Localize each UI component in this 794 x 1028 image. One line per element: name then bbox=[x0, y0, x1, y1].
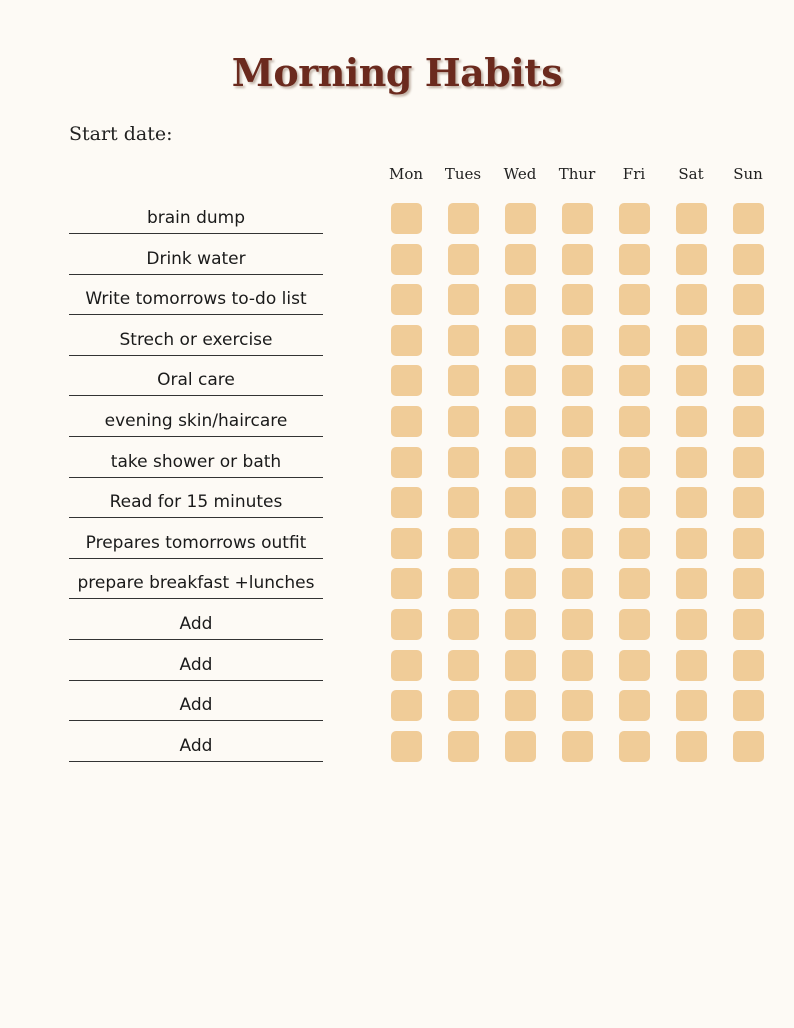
habit-checkbox-sun[interactable] bbox=[733, 528, 764, 559]
habit-checkbox-fri[interactable] bbox=[619, 690, 650, 721]
habit-checkbox-fri[interactable] bbox=[619, 447, 650, 478]
habit-checkbox-fri[interactable] bbox=[619, 487, 650, 518]
habit-row bbox=[0, 203, 794, 243]
habit-checkbox-mon[interactable] bbox=[391, 650, 422, 681]
habit-checkbox-sun[interactable] bbox=[733, 650, 764, 681]
habit-checkbox-wed[interactable] bbox=[505, 284, 536, 315]
habit-label[interactable]: Prepares tomorrows outfit bbox=[69, 528, 323, 559]
habit-row bbox=[0, 447, 794, 487]
habit-checkbox-tues[interactable] bbox=[448, 690, 479, 721]
habit-checkbox-mon[interactable] bbox=[391, 284, 422, 315]
habit-checkbox-wed[interactable] bbox=[505, 568, 536, 599]
habit-checkbox-mon[interactable] bbox=[391, 528, 422, 559]
habit-checkbox-fri[interactable] bbox=[619, 325, 650, 356]
habit-checkbox-thur[interactable] bbox=[562, 203, 593, 234]
habit-row bbox=[0, 568, 794, 608]
habit-checkbox-fri[interactable] bbox=[619, 365, 650, 396]
habit-checkbox-sun[interactable] bbox=[733, 487, 764, 518]
page-title: Morning Habits bbox=[231, 50, 563, 95]
habit-checkbox-fri[interactable] bbox=[619, 406, 650, 437]
habit-checkbox-sat[interactable] bbox=[676, 447, 707, 478]
day-header-row bbox=[0, 165, 794, 185]
habit-checkbox-mon[interactable] bbox=[391, 487, 422, 518]
habit-checkbox-tues[interactable] bbox=[448, 203, 479, 234]
habit-checkbox-tues[interactable] bbox=[448, 365, 479, 396]
habit-checkbox-sat[interactable] bbox=[676, 487, 707, 518]
habit-checkbox-mon[interactable] bbox=[391, 325, 422, 356]
habit-checkbox-sat[interactable] bbox=[676, 406, 707, 437]
habit-checkbox-wed[interactable] bbox=[505, 650, 536, 681]
habit-checkbox-sun[interactable] bbox=[733, 203, 764, 234]
habit-checkbox-fri[interactable] bbox=[619, 528, 650, 559]
habit-checkbox-sat[interactable] bbox=[676, 203, 707, 234]
habit-checkbox-mon[interactable] bbox=[391, 406, 422, 437]
habit-checkbox-fri[interactable] bbox=[619, 650, 650, 681]
habit-checkbox-sun[interactable] bbox=[733, 568, 764, 599]
habit-checkbox-tues[interactable] bbox=[448, 406, 479, 437]
habit-checkbox-wed[interactable] bbox=[505, 203, 536, 234]
habit-checkbox-sun[interactable] bbox=[733, 731, 764, 762]
day-header-tues: Tues bbox=[444, 165, 482, 183]
habit-checkbox-mon[interactable] bbox=[391, 568, 422, 599]
habit-label[interactable]: Strech or exercise bbox=[69, 325, 323, 356]
habit-checkbox-mon[interactable] bbox=[391, 365, 422, 396]
habit-row bbox=[0, 528, 794, 568]
habit-checkbox-tues[interactable] bbox=[448, 650, 479, 681]
habit-checkbox-thur[interactable] bbox=[562, 487, 593, 518]
habit-checkbox-wed[interactable] bbox=[505, 528, 536, 559]
habit-checkbox-sun[interactable] bbox=[733, 365, 764, 396]
habit-label[interactable]: Add bbox=[69, 731, 323, 762]
habit-row bbox=[0, 650, 794, 690]
habit-label[interactable]: Add bbox=[69, 609, 323, 640]
habit-checkbox-thur[interactable] bbox=[562, 406, 593, 437]
habit-label[interactable]: brain dump bbox=[69, 203, 323, 234]
habit-checkbox-wed[interactable] bbox=[505, 609, 536, 640]
habit-checkbox-wed[interactable] bbox=[505, 487, 536, 518]
day-header-sun: Sun bbox=[733, 165, 763, 183]
habit-checkbox-sat[interactable] bbox=[676, 650, 707, 681]
habit-row bbox=[0, 406, 794, 446]
habit-checkbox-wed[interactable] bbox=[505, 325, 536, 356]
habit-checkbox-thur[interactable] bbox=[562, 284, 593, 315]
habit-label[interactable]: take shower or bath bbox=[69, 447, 323, 478]
day-header-mon: Mon bbox=[388, 165, 424, 183]
habit-checkbox-mon[interactable] bbox=[391, 203, 422, 234]
habit-checkbox-sun[interactable] bbox=[733, 406, 764, 437]
habit-row bbox=[0, 487, 794, 527]
habit-checkbox-wed[interactable] bbox=[505, 447, 536, 478]
habit-checkbox-thur[interactable] bbox=[562, 447, 593, 478]
habit-checkbox-sun[interactable] bbox=[733, 244, 764, 275]
habit-checkbox-sat[interactable] bbox=[676, 528, 707, 559]
habit-checkbox-thur[interactable] bbox=[562, 690, 593, 721]
habit-checkbox-sat[interactable] bbox=[676, 284, 707, 315]
habit-checkbox-tues[interactable] bbox=[448, 487, 479, 518]
habit-checkbox-fri[interactable] bbox=[619, 568, 650, 599]
habit-label[interactable]: prepare breakfast +lunches bbox=[69, 568, 323, 599]
habit-checkbox-sat[interactable] bbox=[676, 365, 707, 396]
habit-label[interactable]: Read for 15 minutes bbox=[69, 487, 323, 518]
habit-row bbox=[0, 690, 794, 730]
habit-checkbox-wed[interactable] bbox=[505, 406, 536, 437]
habit-row bbox=[0, 244, 794, 284]
habit-checkbox-fri[interactable] bbox=[619, 203, 650, 234]
habit-checkbox-wed[interactable] bbox=[505, 731, 536, 762]
habit-label[interactable]: Add bbox=[69, 650, 323, 681]
habit-checkbox-tues[interactable] bbox=[448, 284, 479, 315]
habit-checkbox-thur[interactable] bbox=[562, 568, 593, 599]
habit-checkbox-fri[interactable] bbox=[619, 244, 650, 275]
habit-checkbox-tues[interactable] bbox=[448, 447, 479, 478]
habit-checkbox-fri[interactable] bbox=[619, 731, 650, 762]
habit-checkbox-mon[interactable] bbox=[391, 731, 422, 762]
habit-checkbox-mon[interactable] bbox=[391, 690, 422, 721]
habit-checkbox-thur[interactable] bbox=[562, 731, 593, 762]
habit-checkbox-fri[interactable] bbox=[619, 609, 650, 640]
habit-checkbox-sun[interactable] bbox=[733, 690, 764, 721]
habit-checkbox-thur[interactable] bbox=[562, 244, 593, 275]
habit-checkbox-wed[interactable] bbox=[505, 365, 536, 396]
habit-label[interactable]: Drink water bbox=[69, 244, 323, 275]
habit-checkbox-mon[interactable] bbox=[391, 447, 422, 478]
start-date-label: Start date: bbox=[69, 123, 173, 145]
habit-label[interactable]: Add bbox=[69, 690, 323, 721]
habit-checkbox-sun[interactable] bbox=[733, 609, 764, 640]
habit-row bbox=[0, 731, 794, 771]
habit-row bbox=[0, 365, 794, 405]
habit-checkbox-thur[interactable] bbox=[562, 650, 593, 681]
habit-checkbox-sat[interactable] bbox=[676, 731, 707, 762]
day-header-sat: Sat bbox=[678, 165, 704, 183]
habit-label[interactable]: Oral care bbox=[69, 365, 323, 396]
habit-checkbox-tues[interactable] bbox=[448, 325, 479, 356]
habit-checkbox-thur[interactable] bbox=[562, 528, 593, 559]
habit-checkbox-sat[interactable] bbox=[676, 325, 707, 356]
habit-checkbox-sat[interactable] bbox=[676, 690, 707, 721]
habit-row bbox=[0, 609, 794, 649]
habit-checkbox-sat[interactable] bbox=[676, 609, 707, 640]
habit-checkbox-sun[interactable] bbox=[733, 325, 764, 356]
habit-checkbox-thur[interactable] bbox=[562, 609, 593, 640]
habit-checkbox-sat[interactable] bbox=[676, 244, 707, 275]
habit-checkbox-sun[interactable] bbox=[733, 447, 764, 478]
habit-checkbox-tues[interactable] bbox=[448, 609, 479, 640]
habit-row bbox=[0, 325, 794, 365]
habit-checkbox-wed[interactable] bbox=[505, 244, 536, 275]
habit-checkbox-thur[interactable] bbox=[562, 325, 593, 356]
habit-checkbox-thur[interactable] bbox=[562, 365, 593, 396]
day-header-fri: Fri bbox=[622, 165, 646, 183]
habit-row bbox=[0, 284, 794, 324]
habit-checkbox-wed[interactable] bbox=[505, 690, 536, 721]
habit-checkbox-mon[interactable] bbox=[391, 244, 422, 275]
habit-checkbox-tues[interactable] bbox=[448, 244, 479, 275]
habit-checkbox-tues[interactable] bbox=[448, 528, 479, 559]
day-header-thur: Thur bbox=[558, 165, 596, 183]
habit-checkbox-mon[interactable] bbox=[391, 609, 422, 640]
habit-checkbox-fri[interactable] bbox=[619, 284, 650, 315]
day-header-wed: Wed bbox=[503, 165, 537, 183]
habit-checkbox-tues[interactable] bbox=[448, 731, 479, 762]
habit-checkbox-sat[interactable] bbox=[676, 568, 707, 599]
habit-checkbox-tues[interactable] bbox=[448, 568, 479, 599]
habit-checkbox-sun[interactable] bbox=[733, 284, 764, 315]
habit-label[interactable]: evening skin/haircare bbox=[69, 406, 323, 437]
habit-label[interactable]: Write tomorrows to-do list bbox=[69, 284, 323, 315]
